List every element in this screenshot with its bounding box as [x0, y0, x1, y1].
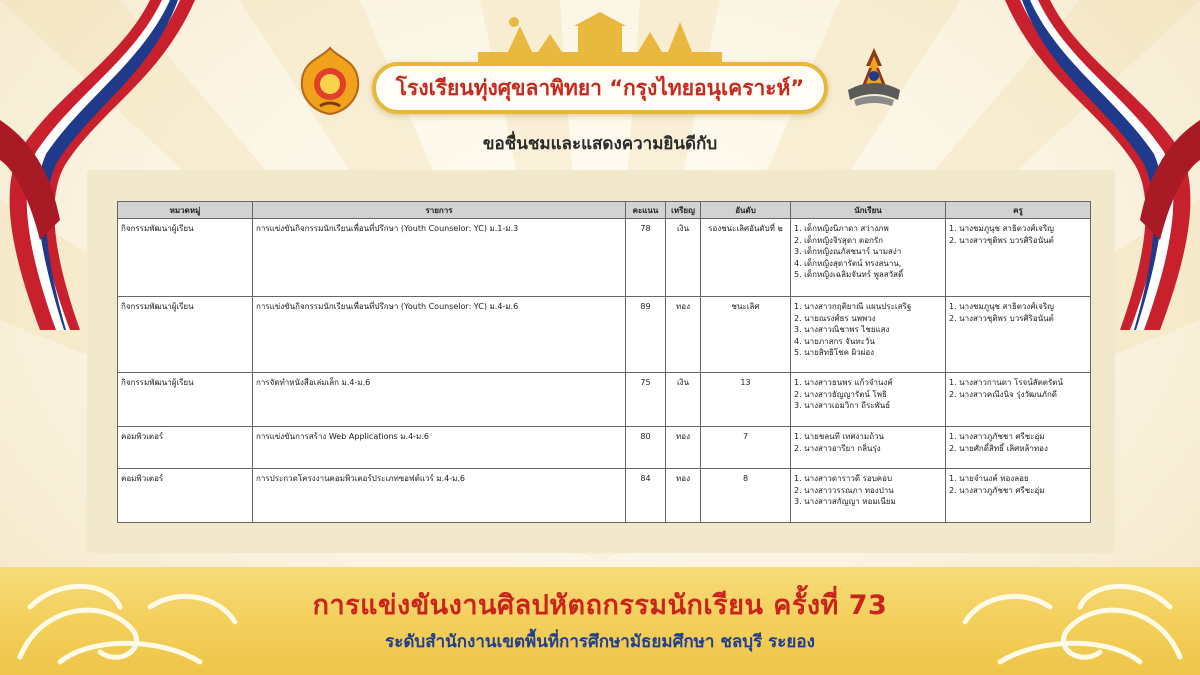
event-title: การแข่งขันงานศิลปหัตถกรรมนักเรียน ครั้งที่ 73 — [312, 590, 888, 621]
student-name: 2. นายณรงศ์ธร นพพวง — [794, 313, 876, 323]
cell-students — [791, 427, 946, 469]
cell-rank: 13 — [701, 373, 791, 427]
teacher-name: 2. นางสาวชุติพร บวรศิริอนันต์ — [949, 235, 1054, 245]
table-row — [118, 427, 1091, 469]
header-rank: อันดับ — [701, 202, 791, 219]
table-row — [118, 373, 1091, 427]
teacher-name: 1. นางชมภูนุช สาธิตวงศ์เจริญ — [949, 224, 1054, 233]
header-teachers: ครู — [946, 202, 1091, 219]
header-score: คะแนน — [626, 202, 666, 219]
cell-score: 80 — [626, 427, 666, 469]
school-title: โรงเรียนทุ่งศุขลาพิทยา “กรุงไทยอนุเคราะห์” — [395, 75, 805, 100]
school-crest-icon — [842, 46, 906, 116]
cell-medal: ทอง — [666, 469, 701, 523]
table-row — [118, 297, 1091, 373]
student-name: 1. นายชลนที เทศงามถ้วน — [794, 432, 885, 441]
cell-students — [791, 219, 946, 297]
student-name: 2. นางสาวอารียา กลิ่นรุ่ง — [794, 443, 881, 453]
teacher-name: 2. นางสาวภูภัชชา ศรีชะอุ่ม — [949, 485, 1045, 495]
student-name: 4. เด็กหญิงสุดารัตน์ ทรงสนาน, — [794, 258, 902, 268]
teacher-name: 2. นางสาวชุติพร บวรศิริอนันต์ — [949, 313, 1054, 323]
cell-rank: รองชนะเลิศอันดับที่ ๒ — [701, 219, 791, 297]
cell-rank: 8 — [701, 469, 791, 523]
student-name: 3. นางสาวสกัญญา หอมเนียม — [794, 497, 896, 506]
cell-category: คอมพิวเตอร์ — [118, 427, 253, 469]
cell-category: คอมพิวเตอร์ — [118, 469, 253, 523]
student-name: 1. นางสาวดาราวดี รอบคอบ — [794, 474, 893, 483]
student-name: 3. นางสาวณิชาพร ไชยแสง — [794, 325, 890, 334]
header-medal: เหรียญ — [666, 202, 701, 219]
cell-rank: ชนะเลิศ — [701, 297, 791, 373]
school-title-banner — [372, 62, 828, 114]
event-subtitle: ระดับสำนักงานเขตพื้นที่การศึกษามัธยมศึกษา ชลบุรี ระยอง — [385, 632, 815, 652]
cell-item: การประกวดโครงงานคอมพิวเตอร์ประเภทซอฟต์แวร์ ม.4-ม.6 — [253, 469, 626, 523]
teacher-name: 1. นายจำนงค์ ทองลอย — [949, 474, 1029, 483]
cell-score: 75 — [626, 373, 666, 427]
teacher-name: 1. นางสาวภูภัชชา ศรีชะอุ่ม — [949, 432, 1045, 441]
student-name: 4. นายภาสกร จันทะวัน — [794, 336, 875, 346]
student-name: 1. เด็กหญิงนิภาดา สว่างภพ — [794, 224, 889, 233]
header-item: รายการ — [253, 202, 626, 219]
results-table-container — [117, 201, 1090, 523]
cell-score: 78 — [626, 219, 666, 297]
student-name: 5. นายสิทธิโชค ผิวผ่อง — [794, 348, 875, 357]
results-table — [117, 201, 1091, 523]
cell-medal: ทอง — [666, 297, 701, 373]
student-name: 3. นางสาวเอมวิกา ถีระพันธ์ — [794, 401, 891, 410]
cell-teachers — [946, 427, 1091, 469]
cell-teachers — [946, 297, 1091, 373]
student-name: 3. เด็กหญิงณภัสชนาร์ นามสง่า — [794, 247, 902, 256]
cell-medal: ทอง — [666, 427, 701, 469]
cell-item: การแข่งขันกิจกรรมนักเรียนเพื่อนที่ปรึกษา (Youth Counselor: YC) ม.4-ม.6 — [253, 297, 626, 373]
school-emblem-icon — [298, 46, 362, 116]
cell-medal: เงิน — [666, 373, 701, 427]
cell-category: กิจกรรมพัฒนาผู้เรียน — [118, 373, 253, 427]
cell-students — [791, 297, 946, 373]
cell-item: การจัดทำหนังสือเล่มเล็ก ม.4-ม.6 — [253, 373, 626, 427]
student-name: 2. นางสาวธัญญารัตน์ โพธิ — [794, 389, 887, 399]
student-name: 2. นางสาววรรณภา ทองปาน — [794, 485, 894, 495]
cell-teachers — [946, 469, 1091, 523]
congratulations-text: ขอชื่นชมและแสดงความยินดีกับ — [482, 134, 718, 154]
student-name: 1. นางสาวกฤติยาณี แผนประเสริฐ — [794, 302, 912, 311]
student-name: 1. นางสาวธนพร แก้วจำนงค์ — [794, 378, 893, 387]
cell-students — [791, 469, 946, 523]
teacher-name: 1. นางชมภูนุช สาธิตวงศ์เจริญ — [949, 302, 1054, 311]
cell-score: 84 — [626, 469, 666, 523]
table-row — [118, 219, 1091, 297]
student-name: 5. เด็กหญิงเฉลิมจันทร์ พูลสวัสดิ์ — [794, 270, 904, 279]
cell-rank: 7 — [701, 427, 791, 469]
cell-teachers — [946, 373, 1091, 427]
cell-medal: เงิน — [666, 219, 701, 297]
teacher-name: 1. นางสาวกานดา โรจน์สัตตรัตน์ — [949, 378, 1063, 387]
header-category: หมวดหมู่ — [118, 202, 253, 219]
cell-category: กิจกรรมพัฒนาผู้เรียน — [118, 219, 253, 297]
student-name: 2. เด็กหญิงจิรสุดา ดอกรัก — [794, 235, 884, 245]
cell-students — [791, 373, 946, 427]
header-students: นักเรียน — [791, 202, 946, 219]
cell-teachers — [946, 219, 1091, 297]
table-row — [118, 469, 1091, 523]
teacher-name: 2. นางสาวคณึงนิจ รุ่งวัฒนภักดี — [949, 389, 1057, 399]
teacher-name: 2. นายศักดิ์สิทธิ์ เลิศหล้าทอง — [949, 443, 1048, 453]
table-header-row — [118, 202, 1091, 219]
cell-item: การแข่งขันการสร้าง Web Applications ม.4-ม.6 — [253, 427, 626, 469]
cell-item: การแข่งขันกิจกรรมนักเรียนเพื่อนที่ปรึกษา (Youth Counselor: YC) ม.1-ม.3 — [253, 219, 626, 297]
temple-silhouette-icon — [478, 12, 722, 64]
cell-score: 89 — [626, 297, 666, 373]
cell-category: กิจกรรมพัฒนาผู้เรียน — [118, 297, 253, 373]
